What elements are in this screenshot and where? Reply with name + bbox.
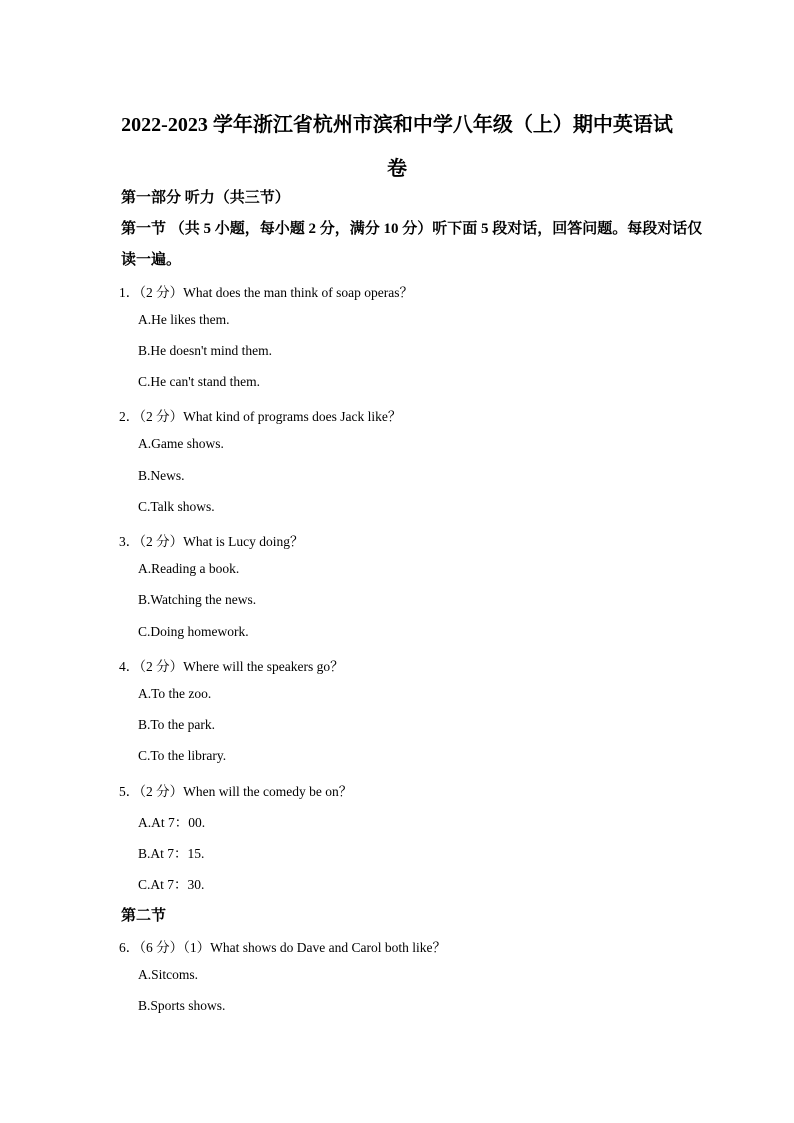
- question-4-option-b: B.To the park.: [138, 717, 216, 732]
- section-2-heading: 第二节: [121, 908, 167, 924]
- question-2-option-b: B.News.: [138, 468, 185, 483]
- question-2-option-a: A.Game shows.: [138, 436, 224, 451]
- question-5-option-a: A.At 7：00.: [138, 815, 206, 830]
- section-1-instructions-line-1: 第一节 （共 5 小题，每小题 2 分，满分 10 分）听下面 5 段对话，回答问题。每段对话仅: [121, 221, 703, 237]
- question-1-option-c: C.He can't stand them.: [138, 374, 261, 389]
- question-1-option-b: B.He doesn't mind them.: [138, 343, 273, 358]
- page-title: [100, 103, 694, 191]
- question-1-option-a: A.He likes them.: [138, 312, 230, 327]
- question-6-option-a: A.Sitcoms.: [138, 967, 199, 982]
- question-3-option-c: C.Doing homework.: [138, 624, 249, 639]
- question-4-option-c: C.To the library.: [138, 748, 227, 763]
- question-3-option-a: A.Reading a book.: [138, 561, 240, 576]
- question-6-stem: 6．（6 分）（1）What shows do Dave and Carol both like？: [119, 940, 446, 955]
- question-3-option-b: B.Watching the news.: [138, 592, 257, 607]
- section-1-instructions-line-2: 读一遍。: [121, 252, 182, 268]
- question-2-stem: 2．（2 分）What kind of programs does Jack like？: [119, 409, 402, 424]
- title-line-2: 卷: [387, 158, 407, 180]
- question-2-option-c: C.Talk shows.: [138, 499, 215, 514]
- question-1-stem: 1．（2 分）What does the man think of soap operas？: [119, 285, 413, 300]
- part-heading: 第一部分 听力（共三节）: [121, 190, 290, 206]
- question-5-stem: 5．（2 分）When will the comedy be on？: [119, 784, 353, 799]
- title-line-1: 2022-2023 学年浙江省杭州市滨和中学八年级（上）期中英语试: [121, 114, 673, 136]
- question-5-option-c: C.At 7：30.: [138, 877, 205, 892]
- question-5-option-b: B.At 7：15.: [138, 846, 205, 861]
- question-6-option-b: B.Sports shows.: [138, 998, 226, 1013]
- question-3-stem: 3．（2 分）What is Lucy doing？: [119, 534, 304, 549]
- question-4-stem: 4．（2 分）Where will the speakers go？: [119, 659, 344, 674]
- question-4-option-a: A.To the zoo.: [138, 686, 212, 701]
